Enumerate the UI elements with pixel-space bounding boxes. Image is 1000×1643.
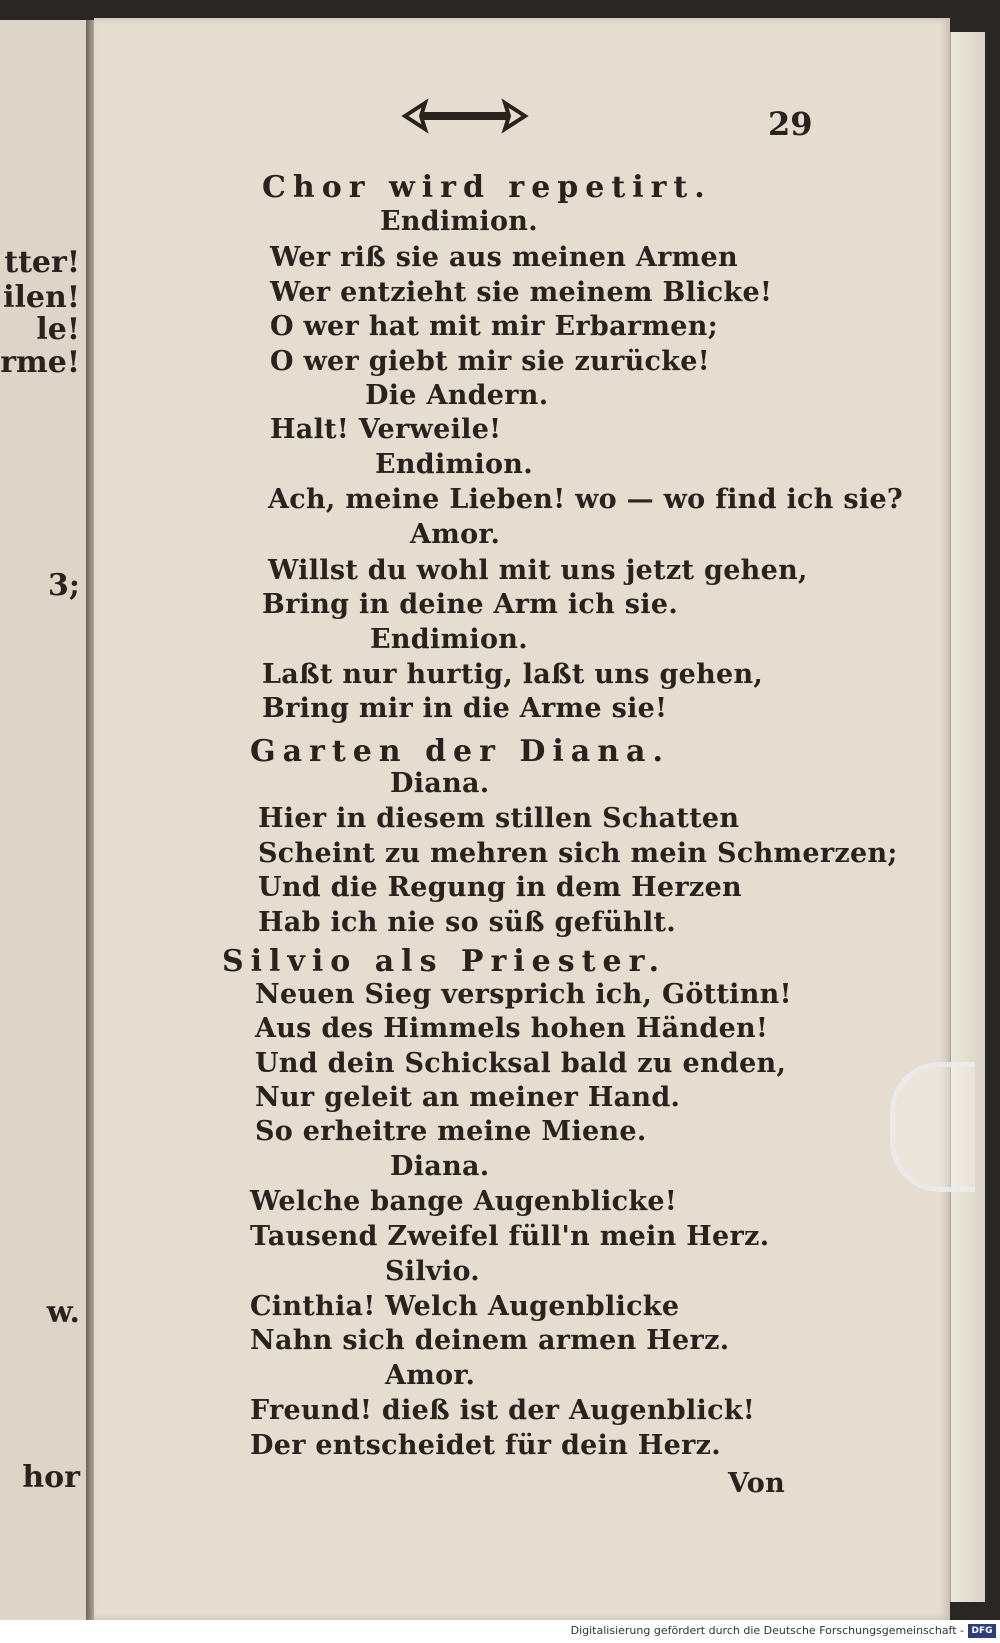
text-line: Neuen Sieg versprich ich, Göttinn! <box>255 979 792 1010</box>
text-line: O wer giebt mir sie zurücke! <box>270 346 710 377</box>
left-page-fragment: hor <box>22 1460 80 1495</box>
speaker-name: Amor. <box>410 519 501 550</box>
speaker-name: Diana. <box>390 1151 490 1182</box>
text-line: Wer entzieht sie meinem Blicke! <box>270 277 773 308</box>
left-page-fragment: tter! <box>4 245 80 280</box>
scene-heading: Garten der Diana. <box>250 734 670 769</box>
text-line: Hier in diesem stillen Schatten <box>258 803 740 834</box>
text-line: Und die Regung in dem Herzen <box>258 872 742 903</box>
text-line: So erheitre meine Miene. <box>255 1116 647 1147</box>
text-line: Der entscheidet für dein Herz. <box>250 1430 721 1461</box>
text-line: Nahn sich deinem armen Herz. <box>250 1325 730 1356</box>
left-page-fragment: le! <box>36 312 80 347</box>
speaker-name: Diana. <box>390 768 490 799</box>
ornament-divider <box>395 95 535 137</box>
text-line: O wer hat mit mir Erbarmen; <box>270 311 718 342</box>
text-line: Halt! Verweile! <box>270 414 502 445</box>
scene-heading: Silvio als Priester. <box>222 944 667 979</box>
text-line: Willst du wohl mit uns jetzt gehen, <box>268 555 808 586</box>
left-page-fragment: rme! <box>0 345 80 380</box>
text-line: Laßt nur hurtig, laßt uns gehen, <box>262 659 764 690</box>
footer-bar <box>0 1620 1000 1643</box>
text-line: Tausend Zweifel füll'n mein Herz. <box>250 1221 770 1252</box>
left-page-fragment: ilen! <box>3 280 80 315</box>
text-line: Und dein Schicksal bald zu enden, <box>255 1048 787 1079</box>
speaker-name: Endimion. <box>375 449 533 480</box>
page-clip <box>890 1062 975 1192</box>
left-page-fragment: 3; <box>48 568 80 603</box>
text-line: Welche bange Augenblicke! <box>250 1186 678 1217</box>
speaker-name: Amor. <box>385 1360 476 1391</box>
text-line: Bring mir in die Arme sie! <box>262 693 668 724</box>
speaker-name: Die Andern. <box>365 380 549 411</box>
text-line: Wer riß sie aus meinen Armen <box>270 242 738 273</box>
text-line: Cinthia! Welch Augenblicke <box>250 1291 680 1322</box>
text-line: Hab ich nie so süß gefühlt. <box>258 907 676 938</box>
speaker-name: Endimion. <box>380 206 538 237</box>
text-line: Aus des Himmels hohen Händen! <box>255 1013 769 1044</box>
dfg-logo[interactable]: DFG <box>968 1624 996 1638</box>
text-line: Chor wird repetirt. <box>262 170 712 205</box>
page-number: 29 <box>768 105 813 143</box>
catchword: Von <box>728 1468 786 1499</box>
text-line: Ach, meine Lieben! wo — wo find ich sie? <box>268 484 904 515</box>
text-line: Bring in deine Arm ich sie. <box>262 589 679 620</box>
text-line: Freund! dieß ist der Augenblick! <box>250 1395 755 1426</box>
speaker-name: Endimion. <box>370 624 528 655</box>
text-line: Scheint zu mehren sich mein Schmerzen; <box>258 838 898 869</box>
footer-credit: Digitalisierung gefördert durch die Deutsche Forschungsgemeinschaft - <box>570 1624 964 1637</box>
page-edge <box>950 32 985 1602</box>
left-page <box>0 20 88 1620</box>
text-line: Nur geleit an meiner Hand. <box>255 1082 681 1113</box>
speaker-name: Silvio. <box>385 1256 480 1287</box>
left-page-fragment: w. <box>46 1295 80 1330</box>
